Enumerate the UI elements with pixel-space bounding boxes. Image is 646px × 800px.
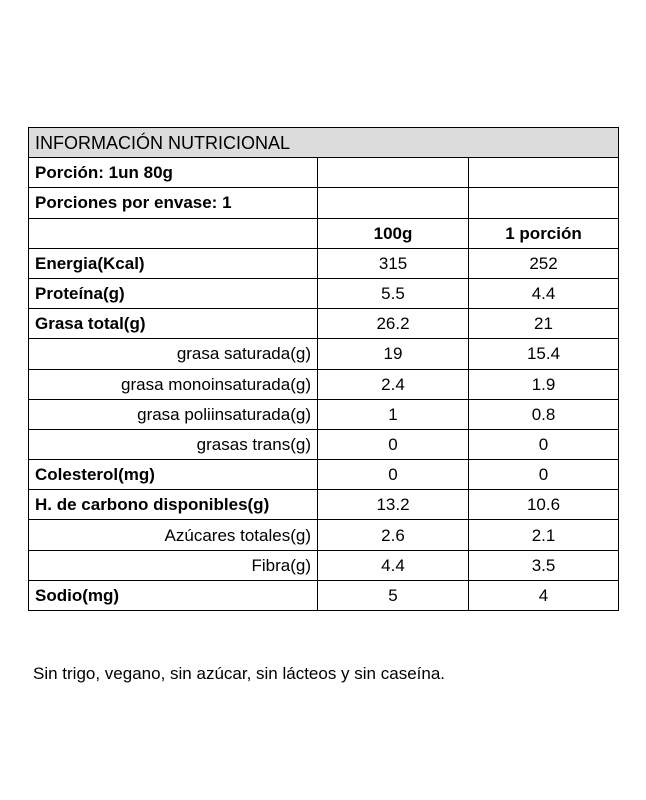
- column-header-row: [29, 218, 619, 248]
- value-100g: 0: [318, 460, 469, 490]
- value-portion: 0.8: [469, 399, 619, 429]
- column-header-100g: 100g: [318, 218, 469, 248]
- value-portion: 4: [469, 580, 619, 610]
- value-100g: 26.2: [318, 309, 469, 339]
- serving-row: [29, 158, 619, 188]
- value-portion: 0: [469, 429, 619, 459]
- table-row: [29, 278, 619, 308]
- nutrition-facts-table: [28, 127, 619, 611]
- nutrient-label: Azúcares totales(g): [29, 520, 318, 550]
- table-row: [29, 339, 619, 369]
- value-100g: 1: [318, 399, 469, 429]
- value-portion: 252: [469, 248, 619, 278]
- empty-cell: [469, 188, 619, 218]
- nutrient-label: Colesterol(mg): [29, 460, 318, 490]
- table-title: INFORMACIÓN NUTRICIONAL: [29, 128, 619, 158]
- servings-per-pack-label: Porciones por envase: 1: [29, 188, 318, 218]
- serving-size-label: Porción: 1un 80g: [29, 158, 318, 188]
- nutrient-label: Sodio(mg): [29, 580, 318, 610]
- nutrient-label: Energia(Kcal): [29, 248, 318, 278]
- value-100g: 4.4: [318, 550, 469, 580]
- value-portion: 3.5: [469, 550, 619, 580]
- value-portion: 15.4: [469, 339, 619, 369]
- value-portion: 0: [469, 460, 619, 490]
- value-100g: 19: [318, 339, 469, 369]
- value-100g: 5.5: [318, 278, 469, 308]
- value-100g: 0: [318, 429, 469, 459]
- table-row: [29, 550, 619, 580]
- nutrient-label: Proteína(g): [29, 278, 318, 308]
- table-row: [29, 248, 619, 278]
- value-portion: 4.4: [469, 278, 619, 308]
- value-portion: 2.1: [469, 520, 619, 550]
- table-row: [29, 309, 619, 339]
- empty-cell: [469, 158, 619, 188]
- value-100g: 2.6: [318, 520, 469, 550]
- value-portion: 21: [469, 309, 619, 339]
- empty-cell: [318, 188, 469, 218]
- column-header-portion: 1 porción: [469, 218, 619, 248]
- empty-cell: [318, 158, 469, 188]
- value-portion: 10.6: [469, 490, 619, 520]
- value-100g: 315: [318, 248, 469, 278]
- table-row: [29, 399, 619, 429]
- table-row: [29, 520, 619, 550]
- value-100g: 13.2: [318, 490, 469, 520]
- nutrient-label: grasa poliinsaturada(g): [29, 399, 318, 429]
- empty-cell: [29, 218, 318, 248]
- nutrient-label: grasas trans(g): [29, 429, 318, 459]
- value-100g: 5: [318, 580, 469, 610]
- dietary-note: Sin trigo, vegano, sin azúcar, sin lácteos y sin caseína.: [33, 664, 446, 683]
- nutrient-label: Fibra(g): [29, 550, 318, 580]
- value-portion: 1.9: [469, 369, 619, 399]
- table-row: [29, 580, 619, 610]
- table-row: [29, 490, 619, 520]
- table-row: [29, 369, 619, 399]
- value-100g: 2.4: [318, 369, 469, 399]
- table-title-row: [29, 128, 619, 158]
- table-row: [29, 460, 619, 490]
- nutrient-label: grasa saturada(g): [29, 339, 318, 369]
- table-row: [29, 429, 619, 459]
- nutrient-label: grasa monoinsaturada(g): [29, 369, 318, 399]
- servings-per-pack-row: [29, 188, 619, 218]
- nutrient-label: H. de carbono disponibles(g): [29, 490, 318, 520]
- nutrient-label: Grasa total(g): [29, 309, 318, 339]
